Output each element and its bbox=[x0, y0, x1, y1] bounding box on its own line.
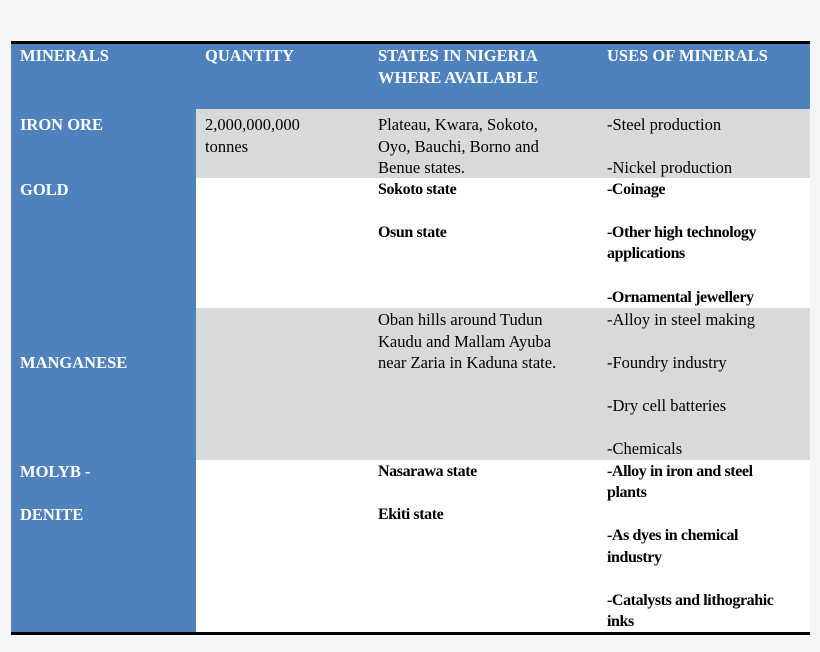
molybdenite-state-2: Ekiti state bbox=[378, 506, 444, 523]
header-quantity: QUANTITY bbox=[205, 46, 294, 65]
mineral-iron-ore: IRON ORE bbox=[20, 115, 103, 134]
mineral-molybdenite-line2: DENITE bbox=[20, 505, 84, 524]
manganese-states-line2: Kaudu and Mallam Ayuba bbox=[378, 332, 552, 351]
iron-ore-states-line3: Benue states. bbox=[378, 158, 466, 177]
gold-use-2-line1: -Other high technology bbox=[607, 224, 757, 241]
iron-ore-quantity-line2: tonnes bbox=[205, 137, 249, 156]
iron-ore-quantity-line1: 2,000,000,000 bbox=[205, 115, 300, 134]
gold-use-1: -Coinage bbox=[607, 181, 666, 198]
manganese-use-3: -Dry cell batteries bbox=[607, 396, 727, 415]
manganese-states-line3: near Zaria in Kaduna state. bbox=[378, 353, 557, 372]
header-states-line1: STATES IN NIGERIA bbox=[378, 46, 538, 65]
molybdenite-state-1: Nasarawa state bbox=[378, 463, 477, 480]
gold-use-2-line2: applications bbox=[607, 245, 685, 262]
gold-state-1: Sokoto state bbox=[378, 181, 457, 198]
manganese-use-4: -Chemicals bbox=[607, 439, 683, 458]
minerals-table bbox=[11, 41, 810, 635]
molybdenite-use-2-line1: -As dyes in chemical bbox=[607, 527, 739, 544]
molybdenite-use-1-line2: plants bbox=[607, 484, 647, 501]
table-bottom-rule bbox=[11, 632, 810, 635]
header-minerals: MINERALS bbox=[20, 46, 109, 65]
manganese-states-line1: Oban hills around Tudun bbox=[378, 310, 543, 329]
mineral-manganese: MANGANESE bbox=[20, 353, 128, 372]
mineral-molybdenite-line1: MOLYB - bbox=[20, 462, 91, 481]
iron-ore-states-line1: Plateau, Kwara, Sokoto, bbox=[378, 115, 538, 134]
gold-use-3: -Ornamental jewellery bbox=[607, 289, 754, 306]
iron-ore-states-line2: Oyo, Bauchi, Borno and bbox=[378, 137, 539, 156]
header-states-line2: WHERE AVAILABLE bbox=[378, 68, 539, 87]
header-uses: USES OF MINERALS bbox=[607, 46, 768, 65]
molybdenite-use-2-line2: industry bbox=[607, 549, 662, 566]
molybdenite-use-3-line1: -Catalysts and lithograhic bbox=[607, 592, 774, 609]
gold-state-2: Osun state bbox=[378, 224, 447, 241]
iron-ore-use-1: -Steel production bbox=[607, 115, 722, 134]
mineral-gold: GOLD bbox=[20, 180, 69, 199]
iron-ore-use-2: -Nickel production bbox=[607, 158, 733, 177]
manganese-use-2: -Foundry industry bbox=[607, 353, 727, 372]
manganese-use-1: -Alloy in steel making bbox=[607, 310, 756, 329]
molybdenite-use-1-line1: -Alloy in iron and steel bbox=[607, 463, 753, 480]
molybdenite-use-3-line2: inks bbox=[607, 613, 634, 630]
